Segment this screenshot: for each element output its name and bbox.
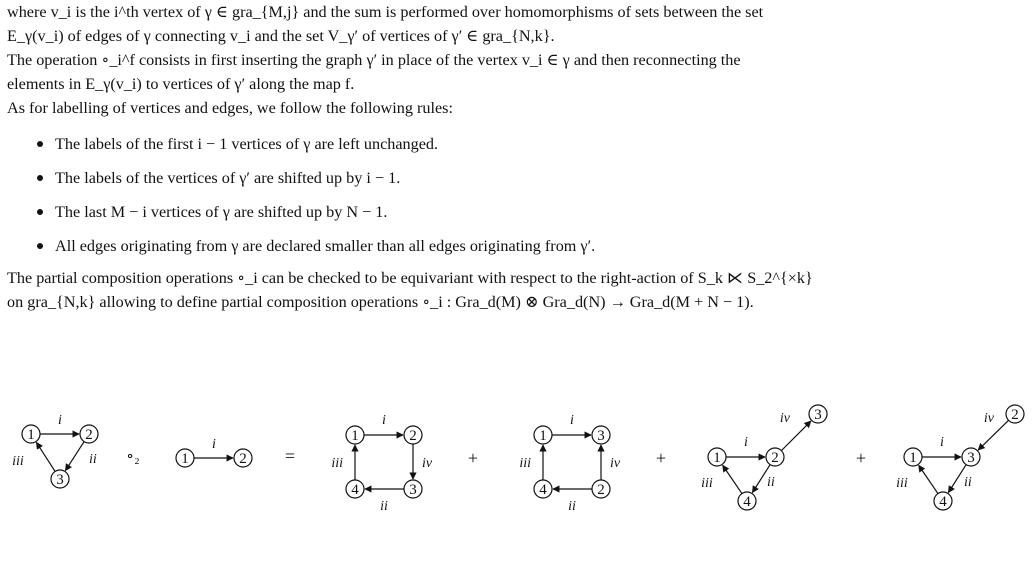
paragraph-line-5: As for labelling of vertices and edges, we follow the following rules: xyxy=(7,99,453,117)
edge-label: i xyxy=(58,413,62,428)
vertex-label: 3 xyxy=(409,482,417,498)
edge-label: iv xyxy=(610,456,621,471)
vertex-2 xyxy=(80,425,98,443)
edge-label: iii xyxy=(701,476,713,491)
edge-label: ii xyxy=(767,475,775,490)
vertex-label: 1 xyxy=(181,451,189,467)
vertex-label: 1 xyxy=(27,427,35,443)
vertex-1 xyxy=(708,448,726,466)
edge-label: iv xyxy=(983,411,994,426)
paper-body xyxy=(7,0,1027,314)
vertex-4 xyxy=(934,492,952,510)
edge-label: i xyxy=(212,437,216,452)
vertex-label: 2 xyxy=(597,482,605,498)
vertex-label: 3 xyxy=(56,472,64,488)
vertex-2 xyxy=(234,449,252,467)
edge-label: i xyxy=(570,413,574,428)
edge-label: ii xyxy=(964,475,972,490)
vertex-3 xyxy=(962,448,980,466)
vertex-2 xyxy=(404,426,422,444)
vertex-label: 1 xyxy=(909,450,917,466)
rule-item: The labels of the first i − 1 vertices of γ are left unchanged. xyxy=(7,132,1027,156)
paragraph-line-2: E_γ(v_i) of edges of γ connecting v_i and the set V_γ′ of vertices of γ′ ∈ gra_{N,k}. xyxy=(7,27,555,45)
edge-label: iii xyxy=(519,456,531,471)
paragraph-line-3: The operation ∘_i^f consists in first inserting the graph γ′ in place of the vertex v_i ∈ γ and then reconnecting the xyxy=(7,51,741,69)
vertex-label: 4 xyxy=(939,494,947,510)
bullet-icon xyxy=(37,175,43,181)
graph-edge xyxy=(919,465,938,493)
vertex-3 xyxy=(404,480,422,498)
vertex-label: 2 xyxy=(771,450,779,466)
vertex-1 xyxy=(534,426,552,444)
edge-label: iii xyxy=(896,476,908,491)
vertex-label: 4 xyxy=(351,482,359,498)
plus-sign: + xyxy=(855,448,867,468)
vertex-label: 2 xyxy=(239,451,247,467)
closing-line-1: The partial composition operations ∘_i can be checked to be equivariant with respect to the right-action of S_k ⋉ S_2^{×k} xyxy=(7,269,813,287)
bullet-icon xyxy=(37,141,43,147)
graph-edge xyxy=(65,442,84,471)
vertex-3 xyxy=(809,405,827,423)
vertex-2 xyxy=(1006,405,1024,423)
edge-label: i xyxy=(382,413,386,428)
edge-label: iii xyxy=(331,456,343,471)
closing-line-2: on gra_{N,k} allowing to define partial composition operations ∘_i : Gra_d(M) ⊗ Gra_d(N) → Gra_d(M + N − 1). xyxy=(7,293,754,311)
vertex-2 xyxy=(592,480,610,498)
vertex-label: 4 xyxy=(743,494,751,510)
vertex-1 xyxy=(176,449,194,467)
vertex-label: 3 xyxy=(814,407,822,423)
vertex-2 xyxy=(766,448,784,466)
paragraph-line-1: where v_i is the i^th vertex of γ ∈ gra_{M,j} and the sum is performed over homomorphisms of sets between the set xyxy=(7,3,764,21)
vertex-label: 2 xyxy=(1011,407,1019,423)
vertex-label: 1 xyxy=(539,428,547,444)
vertex-1 xyxy=(22,425,40,443)
edge-label: i xyxy=(940,435,944,450)
vertex-1 xyxy=(904,448,922,466)
edge-label: iv xyxy=(422,456,433,471)
graph-edge xyxy=(36,442,55,471)
vertex-3 xyxy=(592,426,610,444)
plus-sign: + xyxy=(467,448,479,468)
vertex-label: 1 xyxy=(351,428,359,444)
edge-label: ii xyxy=(380,499,388,514)
vertex-4 xyxy=(738,492,756,510)
edge-label: iii xyxy=(12,454,24,469)
edge-label: i xyxy=(744,435,748,450)
vertex-label: 3 xyxy=(597,428,605,444)
vertex-3 xyxy=(51,470,69,488)
graph-composition-diagram xyxy=(0,378,1036,567)
vertex-label: 4 xyxy=(539,482,547,498)
rule-item: All edges originating from γ are declared smaller than all edges originating from γ′. xyxy=(7,234,1027,258)
vertex-1 xyxy=(346,426,364,444)
bullet-icon xyxy=(37,243,43,249)
vertex-label: 3 xyxy=(967,450,975,466)
graph-edge xyxy=(723,465,742,493)
plus-sign: + xyxy=(655,448,667,468)
rule-item: The last M − i vertices of γ are shifted up by N − 1. xyxy=(7,200,1027,224)
vertex-4 xyxy=(346,480,364,498)
vertex-label: 2 xyxy=(85,427,93,443)
equals-sign: = xyxy=(284,446,296,466)
vertex-4 xyxy=(534,480,552,498)
composition-symbol: ∘₂ xyxy=(126,448,140,465)
rules-list xyxy=(7,132,1027,258)
rule-item: The labels of the vertices of γ′ are shifted up by i − 1. xyxy=(7,166,1027,190)
paragraph-line-4: elements in E_γ(v_i) to vertices of γ′ along the map f. xyxy=(7,75,355,93)
edge-label: ii xyxy=(568,499,576,514)
edge-label: iv xyxy=(779,411,790,426)
vertex-label: 1 xyxy=(713,450,721,466)
vertex-label: 2 xyxy=(409,428,417,444)
edge-label: ii xyxy=(89,452,97,467)
bullet-icon xyxy=(37,209,43,215)
